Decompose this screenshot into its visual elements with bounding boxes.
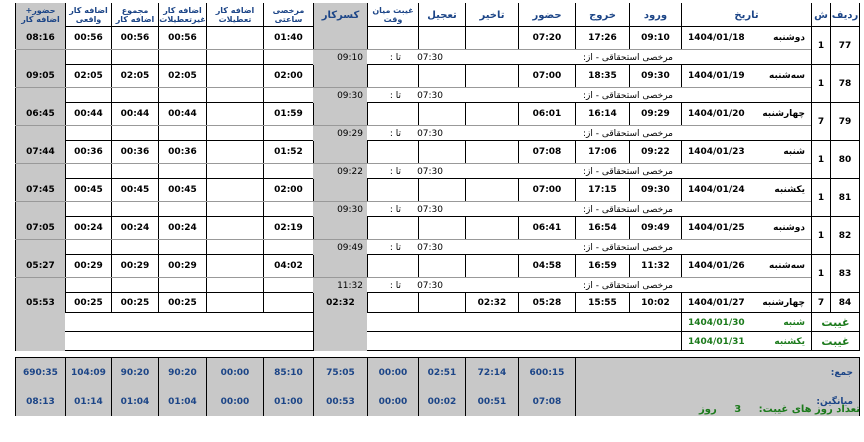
leave-detail: [15, 87, 811, 103]
cell-date: [681, 293, 811, 313]
leave-detail: [15, 49, 811, 65]
cell-date: [681, 103, 811, 125]
avg-cell-takhir: 00:51: [465, 387, 518, 416]
cell-ezafe_gheyr: 02:05: [158, 65, 206, 87]
cell-ezafe_gheyr: 00:36: [158, 141, 206, 163]
cell-morakhasi: [263, 293, 313, 313]
cell-takhir: 02:32: [465, 293, 518, 313]
leave-from: 07:30: [417, 128, 443, 139]
header-sh: ش: [811, 3, 830, 27]
cell-kasrkar: [313, 141, 367, 163]
date-value: 1404/01/27: [688, 298, 745, 308]
date-value: 1404/01/31: [688, 336, 745, 347]
avg-cell-ezafe_vaghei: 01:14: [65, 387, 111, 416]
day-name: شنبه: [783, 317, 805, 328]
cell-ezafe_gheyr: 00:24: [158, 217, 206, 239]
cell-date: [681, 179, 811, 201]
absence-date: [681, 313, 811, 332]
cell-vorud: 11:32: [629, 255, 681, 277]
cell-sh: 1: [811, 217, 830, 255]
sum-cell-takhir: 72:14: [465, 358, 518, 387]
cell-ezafe_tatil: [206, 217, 263, 239]
cell-majmu: 00:24: [111, 217, 158, 239]
date-value: 1404/01/30: [688, 317, 745, 328]
cell-ezafe_gheyr: 00:45: [158, 179, 206, 201]
date-value: 1404/01/25: [688, 223, 745, 233]
cell-hozur: 07:00: [518, 65, 575, 87]
cell-khoruj: 17:06: [575, 141, 629, 163]
cell-radif: 80: [830, 141, 860, 179]
cell-sh: 1: [811, 27, 830, 65]
date-value: 1404/01/19: [688, 71, 745, 81]
absence-count-unit: روز: [698, 404, 717, 415]
leave-label: مرخصی استحقاقی - از:: [582, 204, 673, 215]
cell-ezafe_gheyr: 00:56: [158, 27, 206, 49]
leave-detail: [15, 201, 811, 217]
cell-tajil: [418, 255, 465, 277]
header-total-overtime: مجموع اضافه کار: [111, 3, 158, 27]
leave-label: مرخصی استحقاقی - از:: [582, 128, 673, 139]
ta-label: تا :: [389, 128, 401, 139]
cell-ezafe_vaghei: 00:29: [65, 255, 111, 277]
cell-takhir: [465, 27, 518, 49]
avg-cell-kasrkar: 00:53: [313, 387, 367, 416]
avg-cell-hozur_ezafe: 08:13: [15, 387, 65, 416]
cell-morakhasi: 02:00: [263, 65, 313, 87]
cell-khoruj: 15:55: [575, 293, 629, 313]
cell-date: [681, 27, 811, 49]
leave-from: 07:30: [417, 90, 443, 101]
absence-cell-hozur_ezafe: [15, 313, 65, 332]
cell-radif: 77: [830, 27, 860, 65]
header-presence: حضور: [518, 3, 575, 27]
ta-label: تا :: [389, 204, 401, 215]
cell-radif: 83: [830, 255, 860, 293]
sum-cell-hozur: 600:15: [518, 358, 575, 387]
cell-ezafe_tatil: [206, 27, 263, 49]
cell-hozur: 07:08: [518, 141, 575, 163]
cell-morakhasi: 02:00: [263, 179, 313, 201]
table-row: [15, 141, 860, 179]
cell-kasrkar: [313, 179, 367, 201]
cell-morakhasi: 01:52: [263, 141, 313, 163]
cell-radif: 84: [830, 293, 860, 313]
avg-cell-tajil: 00:02: [418, 387, 465, 416]
leave-label: مرخصی استحقاقی - از:: [582, 90, 673, 101]
cell-vorud: 09:10: [629, 27, 681, 49]
cell-tajil: [418, 179, 465, 201]
leave-from: 07:30: [417, 204, 443, 215]
leave-from: 07:30: [417, 242, 443, 253]
absence-summary: [560, 404, 860, 415]
absence-count-value: 3: [734, 404, 742, 415]
cell-hozur_ezafe: 06:45: [15, 103, 65, 125]
header-radif: ردیف: [830, 3, 860, 27]
leave-to: 09:22: [337, 166, 363, 177]
avg-cell-ezafe_gheyr: 01:04: [158, 387, 206, 416]
date-value: 1404/01/23: [688, 147, 745, 157]
avg-label: میانگین:: [575, 387, 860, 416]
cell-ezafe_vaghei: 00:45: [65, 179, 111, 201]
cell-tajil: [418, 103, 465, 125]
cell-majmu: 00:29: [111, 255, 158, 277]
leave-label: مرخصی استحقاقی - از:: [582, 166, 673, 177]
avg-cell-hozur: 07:08: [518, 387, 575, 416]
leave-to: 09:30: [337, 204, 363, 215]
avg-cell-gheybat: 00:00: [367, 387, 418, 416]
leave-to: 09:49: [337, 242, 363, 253]
day-name: چهارشنبه: [762, 298, 805, 308]
cell-radif: 78: [830, 65, 860, 103]
table-header: [15, 3, 860, 27]
cell-ezafe_tatil: [206, 293, 263, 313]
cell-gheybat: [367, 65, 418, 87]
cell-takhir: [465, 179, 518, 201]
cell-morakhasi: 01:59: [263, 103, 313, 125]
leave-label: مرخصی استحقاقی - از:: [582, 280, 673, 291]
cell-kasrkar: [313, 103, 367, 125]
cell-ezafe_vaghei: 00:36: [65, 141, 111, 163]
cell-khoruj: 16:54: [575, 217, 629, 239]
cell-majmu: 00:44: [111, 103, 158, 125]
leave-from: 07:30: [417, 166, 443, 177]
cell-hozur_ezafe: 07:44: [15, 141, 65, 163]
cell-hozur_ezafe: 07:45: [15, 179, 65, 201]
cell-date: [681, 217, 811, 239]
table-row: [15, 217, 860, 255]
absence-cell-kasrkar: [313, 332, 367, 351]
cell-gheybat: [367, 141, 418, 163]
cell-date: [681, 141, 811, 163]
header-early-leave: تعجیل: [418, 3, 465, 27]
cell-ezafe_vaghei: 02:05: [65, 65, 111, 87]
header-deficit: کسرکار: [313, 3, 367, 27]
cell-takhir: [465, 103, 518, 125]
cell-tajil: [418, 217, 465, 239]
date-value: 1404/01/26: [688, 261, 745, 271]
spacer: [15, 351, 860, 358]
avg-cell-majmu: 01:04: [111, 387, 158, 416]
cell-ezafe_tatil: [206, 255, 263, 277]
leave-detail: [15, 239, 811, 255]
cell-tajil: [418, 293, 465, 313]
table-row: [15, 65, 860, 103]
cell-sh: 1: [811, 141, 830, 179]
cell-gheybat: [367, 293, 418, 313]
cell-ezafe_tatil: [206, 141, 263, 163]
date-value: 1404/01/20: [688, 109, 745, 119]
cell-vorud: 09:30: [629, 65, 681, 87]
absence-row: [15, 313, 860, 332]
cell-vorud: 10:02: [629, 293, 681, 313]
cell-takhir: [465, 65, 518, 87]
cell-date: [681, 65, 811, 87]
cell-hozur: 07:00: [518, 179, 575, 201]
avg-cell-morakhasi: 01:00: [263, 387, 313, 416]
cell-ezafe_vaghei: 00:24: [65, 217, 111, 239]
sum-cell-tajil: 02:51: [418, 358, 465, 387]
absence-label: غیبت: [811, 332, 860, 351]
cell-majmu: 00:25: [111, 293, 158, 313]
cell-sh: 1: [811, 179, 830, 217]
day-name: یکشنبه: [774, 336, 805, 347]
cell-kasrkar: [313, 65, 367, 87]
cell-gheybat: [367, 179, 418, 201]
leave-label: مرخصی استحقاقی - از:: [582, 52, 673, 63]
leave-detail: [15, 125, 811, 141]
cell-radif: 81: [830, 179, 860, 217]
absence-count-label: تعداد روز های غیبت:: [758, 404, 860, 415]
cell-hozur: 06:41: [518, 217, 575, 239]
sum-cell-majmu: 90:20: [111, 358, 158, 387]
table-row: [15, 293, 860, 313]
cell-kasrkar: [313, 255, 367, 277]
cell-ezafe_tatil: [206, 65, 263, 87]
day-name: دوشنبه: [773, 33, 805, 43]
attendance-table: [15, 3, 860, 416]
cell-hozur_ezafe: 09:05: [15, 65, 65, 87]
cell-majmu: 02:05: [111, 65, 158, 87]
cell-kasrkar: 02:32: [313, 293, 367, 313]
cell-vorud: 09:49: [629, 217, 681, 239]
sum-cell-ezafe_gheyr: 90:20: [158, 358, 206, 387]
leave-to: 09:29: [337, 128, 363, 139]
cell-tajil: [418, 141, 465, 163]
cell-tajil: [418, 65, 465, 87]
sum-cell-hozur_ezafe: 690:35: [15, 358, 65, 387]
day-name: یکشنبه: [774, 185, 805, 195]
cell-radif: 82: [830, 217, 860, 255]
sum-cell-ezafe_tatil: 00:00: [206, 358, 263, 387]
header-entry: ورود: [629, 3, 681, 27]
leave-to: 09:10: [337, 52, 363, 63]
header-midday-absence: غیبت میان وقت: [367, 3, 418, 27]
leave-to: 09:30: [337, 90, 363, 101]
header-hourly-leave: مرخصی ساعتی: [263, 3, 313, 27]
header-delay: تاخیر: [465, 3, 518, 27]
ta-label: تا :: [389, 166, 401, 177]
cell-gheybat: [367, 217, 418, 239]
cell-morakhasi: 02:19: [263, 217, 313, 239]
cell-khoruj: 17:15: [575, 179, 629, 201]
cell-sh: 1: [811, 255, 830, 293]
cell-sh: 7: [811, 103, 830, 141]
date-value: 1404/01/24: [688, 185, 745, 195]
sum-cell-morakhasi: 85:10: [263, 358, 313, 387]
cell-ezafe_vaghei: 00:25: [65, 293, 111, 313]
absence-cell-kasrkar: [313, 313, 367, 332]
cell-vorud: 09:30: [629, 179, 681, 201]
cell-takhir: [465, 141, 518, 163]
cell-vorud: 09:29: [629, 103, 681, 125]
cell-vorud: 09:22: [629, 141, 681, 163]
absence-label: غیبت: [811, 313, 860, 332]
cell-ezafe_gheyr: 00:44: [158, 103, 206, 125]
cell-khoruj: 17:26: [575, 27, 629, 49]
ta-label: تا :: [389, 280, 401, 291]
leave-from: 07:30: [417, 52, 443, 63]
cell-gheybat: [367, 103, 418, 125]
cell-hozur_ezafe: 05:53: [15, 293, 65, 313]
cell-hozur_ezafe: 08:16: [15, 27, 65, 49]
cell-gheybat: [367, 27, 418, 49]
day-name: دوشنبه: [773, 223, 805, 233]
table-row: [15, 179, 860, 217]
day-name: سه‌شنبه: [769, 71, 805, 81]
day-name: چهارشنبه: [762, 109, 805, 119]
cell-khoruj: 18:35: [575, 65, 629, 87]
ta-label: تا :: [389, 242, 401, 253]
cell-majmu: 00:45: [111, 179, 158, 201]
cell-ezafe_gheyr: 00:29: [158, 255, 206, 277]
leave-detail: [15, 163, 811, 179]
day-name: شنبه: [783, 147, 805, 157]
cell-takhir: [465, 217, 518, 239]
cell-majmu: 00:56: [111, 27, 158, 49]
sum-cell-ezafe_vaghei: 104:09: [65, 358, 111, 387]
cell-radif: 79: [830, 103, 860, 141]
cell-takhir: [465, 255, 518, 277]
leave-from: 07:30: [417, 280, 443, 291]
cell-ezafe_vaghei: 00:44: [65, 103, 111, 125]
cell-hozur_ezafe: 07:05: [15, 217, 65, 239]
absence-cell-hozur_ezafe: [15, 332, 65, 351]
leave-to: 11:32: [337, 280, 363, 291]
cell-morakhasi: 04:02: [263, 255, 313, 277]
cell-hozur: 06:01: [518, 103, 575, 125]
cell-kasrkar: [313, 217, 367, 239]
cell-ezafe_tatil: [206, 179, 263, 201]
avg-cell-ezafe_tatil: 00:00: [206, 387, 263, 416]
cell-ezafe_gheyr: 00:25: [158, 293, 206, 313]
sum-cell-kasrkar: 75:05: [313, 358, 367, 387]
header-real-overtime: اضافه کار واقعی: [65, 3, 111, 27]
sum-row: [15, 358, 860, 387]
cell-majmu: 00:36: [111, 141, 158, 163]
date-value: 1404/01/18: [688, 33, 745, 43]
cell-date: [681, 255, 811, 277]
sum-label: جمع:: [575, 358, 860, 387]
absence-row: [15, 332, 860, 351]
cell-hozur: 07:20: [518, 27, 575, 49]
cell-khoruj: 16:14: [575, 103, 629, 125]
absence-date: [681, 332, 811, 351]
header-holiday-overtime: اضافه کار تعطیلات: [206, 3, 263, 27]
header-presence-plus-overtime: حضور+ اضافه کار: [15, 3, 65, 27]
ta-label: تا :: [389, 52, 401, 63]
header-nonholiday-overtime: اضافه کار غیرتعطیلات: [158, 3, 206, 27]
header-date: تاریخ: [681, 3, 811, 27]
leave-label: مرخصی استحقاقی - از:: [582, 242, 673, 253]
cell-morakhasi: 01:40: [263, 27, 313, 49]
cell-hozur: 05:28: [518, 293, 575, 313]
cell-gheybat: [367, 255, 418, 277]
sum-cell-gheybat: 00:00: [367, 358, 418, 387]
cell-sh: 1: [811, 65, 830, 103]
cell-hozur: 04:58: [518, 255, 575, 277]
table-row: [15, 27, 860, 65]
ta-label: تا :: [389, 90, 401, 101]
leave-detail: [15, 277, 811, 293]
cell-tajil: [418, 27, 465, 49]
cell-hozur_ezafe: 05:27: [15, 255, 65, 277]
table-row: [15, 103, 860, 141]
cell-sh: 7: [811, 293, 830, 313]
header-exit: خروج: [575, 3, 629, 27]
day-name: سه‌شنبه: [769, 261, 805, 271]
cell-kasrkar: [313, 27, 367, 49]
cell-khoruj: 16:59: [575, 255, 629, 277]
cell-ezafe_vaghei: 00:56: [65, 27, 111, 49]
table-row: [15, 255, 860, 293]
cell-ezafe_tatil: [206, 103, 263, 125]
